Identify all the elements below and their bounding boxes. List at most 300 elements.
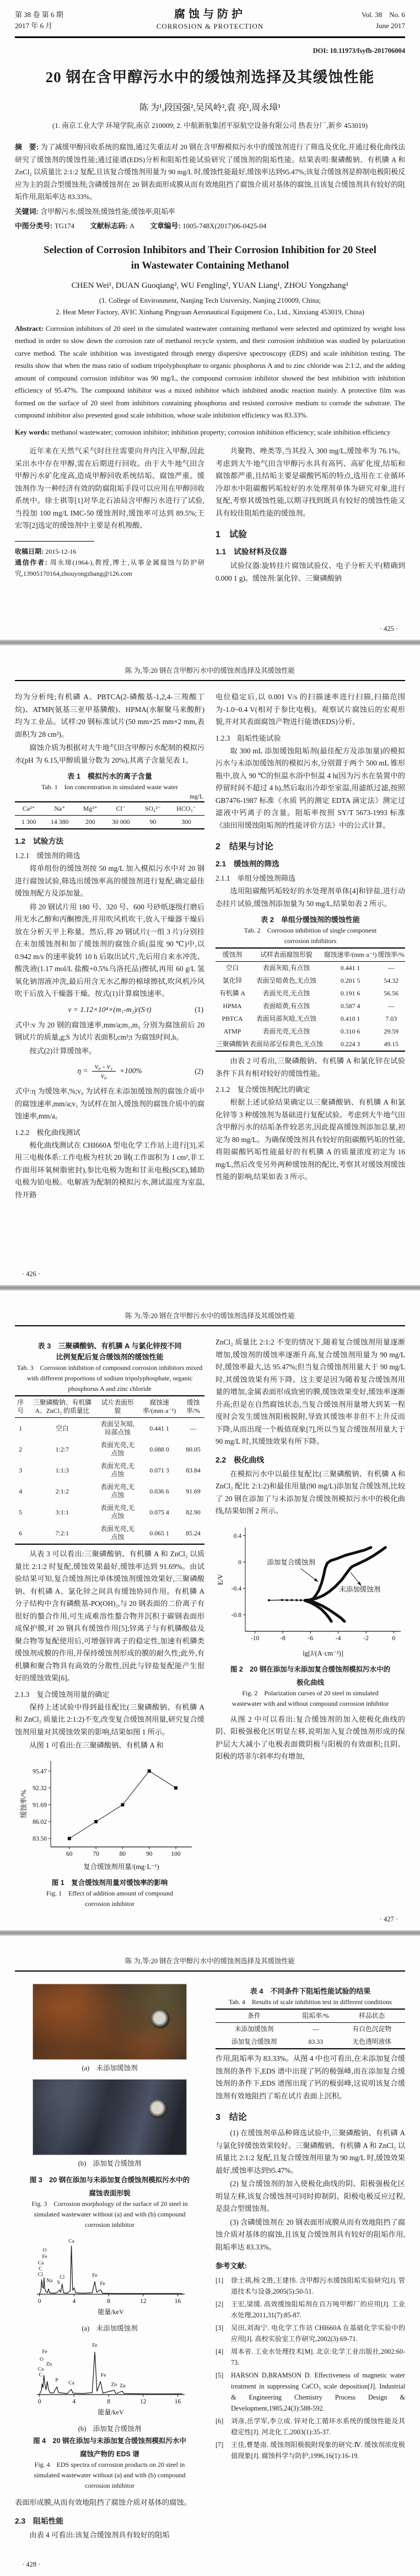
section-2-1-3-heading: 2.1.3 复合缓蚀剂用量的确定 xyxy=(15,1690,110,1699)
page-separator xyxy=(0,640,420,645)
paragraph: 将单组份的缓蚀剂按 50 mg/L 加入模拟污水中对 20 钢进行腐蚀试验,筛选出缓蚀率高的缓蚀剂进行复配,确定最佳缓蚀剂配方及添加量。 xyxy=(15,864,204,897)
svg-text:Fe: Fe xyxy=(92,2273,98,2279)
table-4-caption xyxy=(216,1986,405,2007)
table-cell: 56.56 xyxy=(384,989,399,997)
svg-text:Ca: Ca xyxy=(68,2380,74,2386)
specimen-hole xyxy=(149,2100,168,2118)
fig2-caption-en2: wastewater with and without compound corrosion inhibitor xyxy=(231,1699,389,1707)
table-2-caption-en2: corrosion inhibitors xyxy=(284,937,337,945)
table-cell: 三聚磷酸钠 xyxy=(216,1040,249,1048)
table-cell: 无色透明液体 xyxy=(352,2038,392,2045)
svg-text:P: P xyxy=(55,2377,58,2384)
svg-text:70: 70 xyxy=(93,1850,99,1857)
table-cell: 14 380 xyxy=(51,818,69,826)
keywords-en-label: Key words: xyxy=(15,428,52,436)
table-2-caption-en1: Tab. 2 Corrosion inhibition of single component xyxy=(244,926,377,934)
table-cell: 2:1:2 xyxy=(55,1487,69,1495)
svg-text:0: 0 xyxy=(37,2298,41,2305)
table-3-caption xyxy=(15,1341,204,1394)
table-cell: 49.15 xyxy=(384,1040,399,1048)
page4-right-column xyxy=(216,1981,405,2542)
paragraph: 由表 4 可看出:该复合缓蚀剂具有较好的阻垢 xyxy=(29,2530,170,2539)
table-cell: — xyxy=(387,964,395,972)
page-separator xyxy=(0,1930,420,1936)
table-cell: 85.24 xyxy=(186,1529,201,1537)
section-2-2-heading: 2.2 极化曲线 xyxy=(216,1455,265,1464)
page2-left-column xyxy=(15,691,204,1202)
table-cell: 0.441 1 xyxy=(149,1424,169,1432)
page-number-428: · 428 · xyxy=(22,2561,41,2568)
svg-text:Cl: Cl xyxy=(37,2272,43,2278)
conclusion-1: (1) 在缓蚀剂单品种筛选试验中,三聚磷酸钠、有机磷 A 与氯化锌缓蚀效果较好。三聚磷酸钠、有机膦 A 和 ZnCl₂ 以质量比 2:1:2 复配,且复合缓蚀剂用量为 90 mg/L 时,缓蚀效果最好,缓蚀率达到95.47%。 xyxy=(216,2129,405,2175)
eds-a-caption: (a) 未添加缓蚀剂 xyxy=(82,2325,138,2332)
table-row xyxy=(216,2023,405,2036)
journal-name-block xyxy=(109,9,311,32)
table-header-cell: 腐蚀速率/(mm·a⁻¹) xyxy=(137,1396,182,1418)
fig1-caption-cn: 图 1 复合缓蚀剂用量对缓蚀率的影响 xyxy=(51,1878,168,1887)
equation-2-fraction xyxy=(92,1062,116,1080)
section-2-1-1-heading: 2.1.1 单组分缓蚀剂筛选 xyxy=(216,874,296,882)
equation-2-number: (2) xyxy=(195,1067,203,1075)
equation-2-numerator: v₀ - v₁ xyxy=(92,1062,116,1072)
svg-text:86.02: 86.02 xyxy=(33,1818,47,1825)
reference-item: [6] 刘彦,岳学军,李立成. 锌对化工循环水系统的缓蚀性能及其稳定性[J]. 河北化工,2003(1):35-37. xyxy=(216,2417,405,2436)
svg-text:添加复合缓蚀剂: 添加复合缓蚀剂 xyxy=(267,1558,315,1566)
svg-text:-4: -4 xyxy=(335,1635,341,1642)
table-cell: 5 xyxy=(19,1508,23,1516)
table-header-cell: SO₄²⁻ xyxy=(138,802,168,816)
table-cell: 30 000 xyxy=(112,818,130,826)
table-cell: 54.32 xyxy=(384,977,399,984)
intro-paragraph-left: 近年来在天然气采气时往往需要向井内注入甲醇,因此采出水中存在甲醇,需在后期进行回收。由于大牛地气田含甲醇污水矿化度高,造成甲醇回收系统结垢、腐蚀严重。缓蚀剂作为一种经济有效的防腐阻垢手段可以应用在甲醇回收系统中。徐士祺等[1]对华北石油局含甲醇污水进行了试验,当投加 100 mg/L IMC-50 缓蚀剂时,缓蚀率可达到 89.5%;王宏等[2]选定的缓蚀剂中主要是有机羧酸、 xyxy=(15,447,204,529)
doc-code-value: A xyxy=(129,222,135,230)
svg-text:Zn: Zn xyxy=(46,2361,52,2368)
table-cell: 90 xyxy=(149,818,157,826)
table-header-cell: 试片表面形貌 xyxy=(98,1396,137,1418)
paper-title-cn: 20 钢在含甲醇污水中的缓蚀剂选择及其缓蚀性能 xyxy=(45,69,375,85)
table-cell: 0.310 6 xyxy=(340,1027,360,1035)
table-cell: 表面暗黄,有点蚀 xyxy=(262,1002,310,1010)
table-cell: 0.065 1 xyxy=(149,1529,169,1537)
table-row xyxy=(216,1013,405,1025)
doi: DOI: 10.11973/fsyfh-201706004 xyxy=(313,47,405,55)
svg-text:-0.4: -0.4 xyxy=(231,1585,241,1592)
svg-text:Zn: Zn xyxy=(120,2383,126,2389)
fig4-caption-cn2: 腐蚀产物的 EDS 谱 xyxy=(80,2450,139,2458)
page-2 xyxy=(0,645,420,1285)
table-cell: 82.90 xyxy=(186,1508,201,1516)
table-cell: 有机膦 A xyxy=(219,989,245,997)
svg-text:4: 4 xyxy=(72,2298,76,2305)
paragraph: ZnCl₂ 质量比 2:1:2 不变的情况下,随着复合缓蚀剂用量逐渐增加,缓蚀剂的缓蚀率逐渐升高,复合缓蚀剂用量为 90 mg/L 时,缓蚀率最大,达 95.47%;但当复合缓蚀剂用量大于 90 mg/L 时,其缓蚀效果有所下降。这主要是因为随着复合缓蚀剂用量的增加,金属表面形成致密的膜,缓蚀效果变好,缓蚀率逐渐升高;但是在自然腐蚀状态,当复合缓蚀剂用量增大到某一程度时会发生缓蚀剂阳极脱附,导致其缓蚀率非但不上升反而下降,从而出现一个极值现象[7],所以当复合缓蚀剂用量大于 90 mg/L 时,其缓蚀效果有所下降。 xyxy=(216,1338,405,1445)
table-1-caption-cn: 表 1 模拟污水的离子含量 xyxy=(67,772,152,780)
page-1 xyxy=(0,0,420,640)
paragraph: 保持上述试验中得到最佳配比(三聚磷酸钠、有机膦 A 和 ZnCl₂ 质量比 2:1:2)不变,改变复合缓蚀剂用量,研究复合缓蚀剂用量对其缓蚀效果的影响,结果如图 1 所示。 xyxy=(15,1702,204,1736)
corresponding-author-label: 通信作者: xyxy=(15,558,50,566)
table-cell: 0.075 4 xyxy=(149,1508,169,1516)
reference-item: [7] 王佳,曹楚南. 缓蚀剂阳极脱附现象的研究:Ⅳ. 缓蚀剂浓度极值现象[J]. 腐蚀科学与防护,1996,16(1):16-19. xyxy=(216,2441,405,2460)
affiliation-en-line2: 2. Heat Meter Factory, AVIC Xinhang Pingyuan Aeronautical Equipment Co., Ltd., Xinxiang 453019, China) xyxy=(56,308,364,316)
paragraph: 根据上述试验结果确定以三聚磷酸钠、有机膦 A 和氯化锌等 3 种缓蚀剂为基础进行复配试验。考虑到大牛地气田含甲醇污水的结垢条件较恶劣,因此提高缓蚀剂添加总量,初定为 80 mg/L。为确保缓蚀剂具有较好的阻碳酸钙垢的性能,将阻碳酸钙垢性能最好的有机膦 A 的质量浓度初定为 16 mg/L,然后改变另外两种缓蚀剂的配比,考察其对缓蚀剂缓蚀性能的影响,结果如表 3 所示。 xyxy=(216,1098,405,1181)
received-date-value: 2015-12-16 xyxy=(45,547,77,555)
table-header-cell: 三聚磷酸钠、有机膦 A、ZnCl₂ 的质量比 xyxy=(26,1396,98,1418)
table-header-cell: 阻垢率/% xyxy=(293,2009,339,2023)
table-4-caption-cn: 表 4 不同条件下阻垢性能试验的结果 xyxy=(250,1987,371,1995)
table-3 xyxy=(15,1395,204,1545)
clc-value: TG174 xyxy=(54,222,75,230)
table-header-cell: Ca²⁺ xyxy=(15,802,43,816)
table-header-cell: Cl⁻ xyxy=(104,802,138,816)
date-en: June 2017 xyxy=(375,22,405,30)
paragraph: 式中:η 为缓蚀率,%;v₀ 为试样在未添加缓蚀剂的腐蚀介质中的腐蚀速率,mm/a;v₁ 为试样在加入缓蚀剂的腐蚀介质中的腐蚀速率,mm/a。 xyxy=(15,1087,204,1120)
table-cell: — xyxy=(190,1424,197,1432)
svg-text:4: 4 xyxy=(72,2398,76,2405)
table-row xyxy=(216,1025,405,1038)
table-cell: 0.036 6 xyxy=(149,1487,169,1495)
page4-left-column xyxy=(15,1981,204,2542)
page1-left-column xyxy=(15,445,204,586)
page1-right-column xyxy=(216,445,405,586)
paragraph: 选用阻碳酸钙垢较好的水处理剂单体[4]和锌盐,进行动态挂片试验,缓蚀剂添加量为 50 mg/L,结果如表 2 所示。 xyxy=(216,887,405,908)
paragraph: 表面形成膜,从而有效地阻挡了腐蚀介质对基体的腐蚀。 xyxy=(15,2498,191,2507)
page-separator xyxy=(0,1285,420,1290)
table-cell: 0.587 4 xyxy=(340,1002,360,1010)
svg-text:O: O xyxy=(40,2357,44,2363)
svg-text:Fe: Fe xyxy=(100,2373,106,2379)
specimen-photo-without-inhibitor xyxy=(33,1984,187,2060)
conclusion-3: (3) 含磷缓蚀剂在 20 钢表面形成膜从而有效地阻挡了腐蚀介质对基体的腐蚀,且该复合缓蚀剂具有较好的阻垢作用,阻垢率达 83.33%。 xyxy=(216,2218,405,2251)
photo-a-caption: (a) 未添加缓蚀剂 xyxy=(82,2064,138,2072)
paragraph: 按式(2)计算缓蚀率。 xyxy=(29,1046,96,1055)
table-cell: 表面灰暗,有点蚀 xyxy=(262,964,310,972)
affiliation-cn: (1. 南京工业大学 环境学院,南京 210009; 2. 中航新航集团平原航空设备有限公司 热表分厂,新乡 453019) xyxy=(52,122,368,130)
table-row xyxy=(216,962,405,975)
svg-text:Fe: Fe xyxy=(42,2349,47,2355)
page-3 xyxy=(0,1290,420,1930)
specimen-photo-with-inhibitor xyxy=(33,2079,187,2155)
fig2-caption-cn2: 极化曲线 xyxy=(296,1678,324,1686)
table-header-cell: 缓蚀剂 xyxy=(216,948,249,962)
received-date xyxy=(15,546,204,557)
svg-text:能量/keV: 能量/keV xyxy=(98,2408,124,2416)
keywords-label: 关键词: xyxy=(15,207,41,216)
equation-2-denominator: v₀ xyxy=(100,1072,107,1080)
photo-b-caption: (b) 添加复合缓蚀剂 xyxy=(78,2160,142,2167)
table-cell: 未添加缓蚀剂 xyxy=(234,2025,274,2033)
fig1-caption-en2: corrosion inhibitor xyxy=(85,1899,134,1908)
svg-text:C: C xyxy=(39,2266,42,2272)
reference-item: [1] 徐士祺,杨文胜,王建伟. 含甲醇污水缓蚀阻垢实验研究[J]. 管道技术与设备,2005(5):50-51. xyxy=(216,2277,405,2295)
fig4b-eds-spectrum xyxy=(15,2336,204,2420)
keywords-text: 含甲醇污水;缓蚀剂;缓蚀性能;缓蚀率;阻垢率 xyxy=(40,207,175,216)
abstract-cn xyxy=(15,141,405,203)
journal-name-cn: 腐蚀与防护 xyxy=(174,8,246,20)
svg-text:-2: -2 xyxy=(363,1635,369,1642)
page-number-426: · 426 · xyxy=(22,1270,41,1278)
issue-cn: 第 38 卷 第 6 期 xyxy=(15,10,63,19)
table-cell: 29.59 xyxy=(384,1027,399,1035)
svg-text:S: S xyxy=(57,2280,60,2286)
equation-1 xyxy=(15,1005,204,1014)
paragraph: 在模拟污水中以最佳复配比(三聚磷酸钠、有机膦 A 和 ZnCl₂ 配比 2:1:2)和最佳用量(90 mg/L)添加复合缓蚀剂,比较了 20 钢在添加了与未添加复合缓蚀剂模拟污水中的极化曲线,结果如图 2 所示。 xyxy=(216,1469,405,1515)
abstract-label: 摘 要: xyxy=(15,143,41,151)
svg-text:80: 80 xyxy=(119,1850,126,1857)
svg-text:Na: Na xyxy=(46,2278,53,2284)
svg-text:Fe: Fe xyxy=(100,2281,105,2287)
running-head-text: 陈 为,等:20 钢在含甲醇污水中的缓蚀剂选择及其缓蚀性能 xyxy=(125,1957,295,1965)
reference-item: [5] HARSON D,BRAMSON D. Effectiveness of magnetic water treatment in suppressing CaCO₃ scale deposition[J]. Industrial & Engineering Chemistry Process Design & Development,1985,24(3):588-592. xyxy=(216,2371,405,2412)
svg-text:Ca: Ca xyxy=(37,2260,44,2266)
table-cell: 空白 xyxy=(56,1424,69,1432)
section-1-1-paragraph: 试验仪器:旋转挂片腐蚀试验仪、电子分析天平(精确到 0.000 1 g)。缓蚀剂:氯化锌、三聚磷酸钠 xyxy=(216,561,405,582)
table-1-caption-en: Tab. 1 Ion concentration in simulated waste water xyxy=(41,783,179,791)
table-row xyxy=(216,1000,405,1013)
table-cell: — xyxy=(312,2025,319,2033)
svg-text:-10: -10 xyxy=(250,1635,260,1642)
equation-2-lhs: η = xyxy=(77,1066,90,1075)
table-cell: 300 xyxy=(181,818,191,826)
paragraph: 作用,阻垢率为 83.33%。从图 4 中也可看出,在未添加复合缓蚀剂的条件下,EDS 谱中出现了钙的极强峰,而在添加复合缓蚀剂的条件下,EDS 谱图出现了钙的极弱峰,这说明该复合缓蚀剂有效地阻挡了垢在试片表面上沉积。 xyxy=(216,2054,405,2100)
abstract-en xyxy=(15,323,405,422)
table-cell: 空白 xyxy=(225,964,239,972)
svg-text:95.47: 95.47 xyxy=(33,1768,47,1775)
authors-en: CHEN Wei¹, DUAN Guoqiang², WU Fengling², YUAN Liang¹, ZHOU Yongzhang¹ xyxy=(71,281,349,290)
authors-cn: 陈 为¹,段国强²,吴风岭²,袁 亮¹,周永璋¹ xyxy=(139,103,281,113)
table-1 xyxy=(15,801,204,829)
reference-item: [4] 周本省. 工业水处理技术[M]. 北京:化学工业出版社,2002:60-73. xyxy=(216,2348,405,2366)
table-header-cell: Na⁺ xyxy=(43,802,77,816)
table-2-caption xyxy=(216,914,405,946)
table-cell: 1 xyxy=(19,1424,23,1432)
svg-text:12: 12 xyxy=(140,2398,147,2405)
footnote xyxy=(15,541,204,579)
table-cell: 表面光亮,无点蚀 xyxy=(100,1462,135,1478)
running-head xyxy=(15,1290,405,1326)
table-1-unit: mg/L xyxy=(190,794,203,800)
section-1-2-3-heading: 1.2.3 阻垢性能试验 xyxy=(216,733,281,742)
table-row xyxy=(216,1038,405,1051)
paragraph: 从表 3 可以看出:三聚磷酸钠、有机膦 A 和 ZnCl₂ 以质量比 2:1:2 时复配,缓蚀效果最好,缓蚀率达到 91.69%。由试验结果可知,复合缓蚀剂比单体缓蚀剂缓蚀效果好,三聚磷酸钠、有机磷 A、氯化锌之间具有缓蚀协同作用。有机膦 A 分子结构中含有磷酰基-PO(OH)₂,与 20 钢表面的二价离子有很好的螯合作用,可生成难溶性螯合物并沉积于碳钢表面形成保护膜,对 20 钢具有缓蚀作用[5];锌离子与有机膦酸盐及聚合物等复配使用后,可增强锌离子的稳定性,加速有机膦类缓蚀剂成膜的作用,并保持缓蚀剂形成的膜的耐久性;此外,有机膦和聚合物具有高效的分散性,因此与锌盐复配能产生很好的缓蚀效果[6]。 xyxy=(15,1550,204,1682)
article-id-value: 1005-748X(2017)06-0425-04 xyxy=(182,222,267,230)
fig2-caption-cn1: 图 2 20 钢在添加与未添加复合缓蚀剂模拟污水中的 xyxy=(230,1665,391,1673)
paper-title-en-line1: Selection of Corrosion Inhibitors and Their Corrosion Inhibition for 20 Steel xyxy=(44,244,376,256)
corresponding-author-value: 周永璋(1964-),教授,博士,从事金属腐蚀与防护研究,13905170164,zhouyongzhang@126.com xyxy=(15,558,204,577)
table-cell: 2 xyxy=(19,1445,23,1453)
fig2-caption-en1: Fig. 2 Polarization curves of 20 steel in simulated xyxy=(242,1689,379,1697)
table-cell: 6 xyxy=(19,1529,23,1537)
paragraph: 式中:v 为 20 钢的腐蚀速率,mm/a;m₁,m₂ 分别为腐蚀前后 20 钢试片的质量,g;S 为试片表面积,cm²;t 为腐蚀时间,h。 xyxy=(15,1020,204,1041)
svg-text:Zn: Zn xyxy=(111,2382,117,2388)
page3-left-column xyxy=(15,1336,204,1909)
running-head-text: 陈 为,等:20 钢在含甲醇污水中的缓蚀剂选择及其缓蚀性能 xyxy=(125,1312,295,1320)
svg-text:缓蚀率/%: 缓蚀率/% xyxy=(20,1789,28,1818)
svg-text:92.32: 92.32 xyxy=(33,1785,47,1792)
table-row xyxy=(15,816,204,829)
table-cell: 0.410 1 xyxy=(340,1015,360,1022)
reference-item: [3] 吴田,刘海宁. 电化学工作站 CHI660A 在基础化学实验中的应用[J]. 高校实验室工作研究,2002(3):69-71. xyxy=(216,2324,405,2343)
table-cell: 83.33 xyxy=(308,2038,324,2045)
paragraph: 从图 1 可看出:在三聚磷酸钠、有机膦 A 和 xyxy=(29,1741,164,1749)
svg-text:0: 0 xyxy=(238,1559,241,1566)
running-head xyxy=(15,645,405,681)
paragraph: 电位稳定后,以 0.001 V/s 的扫描速率进行扫描,扫描范围为-1.0~0.4 V(相对于参比电极)。观察试片腐蚀后的宏观形貌,并对其表面腐蚀产物进行能谱(EDS)分析。 xyxy=(216,693,405,726)
table-cell: 0.441 1 xyxy=(340,964,360,972)
table-2-caption-cn: 表 2 单组分缓蚀剂的缓蚀性能 xyxy=(261,915,360,924)
table-cell: 表面呈暗黄色,无点蚀 xyxy=(256,977,316,984)
svg-text:0.4: 0.4 xyxy=(233,1532,241,1539)
doc-code-label: 文献标志码: xyxy=(90,222,130,230)
keywords-cn xyxy=(15,206,405,218)
equation-1-body: v = 1.12×10⁴×(m₁-m₂)/(S·t) xyxy=(68,1005,152,1014)
affiliation-en xyxy=(15,295,405,318)
svg-text:Ca: Ca xyxy=(68,2238,74,2245)
table-cell: — xyxy=(387,1002,395,1010)
table-row xyxy=(216,974,405,987)
table-4 xyxy=(216,2009,405,2049)
conclusion-2: (2) 复合缓蚀剂的加入使极化曲线的阴、阳极强极化区明显左移,该复合缓蚀剂可同时抑制阴、阳极电极反应过程,是混合型缓蚀剂。 xyxy=(216,2179,405,2213)
table-cell: 表面光亮,无点蚀 xyxy=(100,1504,135,1520)
references-heading: 参考文献: xyxy=(216,2262,247,2270)
svg-text:-6: -6 xyxy=(308,1635,314,1642)
svg-text:Fe: Fe xyxy=(42,2254,47,2260)
journal-issue-block xyxy=(15,9,109,31)
page3-right-column xyxy=(216,1336,405,1909)
table-cell: 有白色沉淀物 xyxy=(352,2025,392,2033)
table-header-cell: 序号 xyxy=(15,1396,26,1418)
table-row xyxy=(15,1502,204,1523)
table-cell: 1:2:7 xyxy=(55,1445,69,1453)
svg-text:0: 0 xyxy=(37,2398,41,2405)
table-cell: 80.05 xyxy=(186,1445,201,1453)
section-1-2-2-heading: 1.2.2 极化曲线测试 xyxy=(15,1128,80,1137)
table-cell: 表面局部呈棕黄色,无点蚀 xyxy=(250,1040,323,1048)
table-header-cell: 样品状态 xyxy=(339,2009,405,2023)
equation-2-body xyxy=(77,1062,142,1080)
fig3-caption-en: Fig. 3 Corrosion morphology of the surface of 20 steel in simulated wastewater without (a) and with (b) compound corrosion inhibitor xyxy=(31,2200,188,2229)
svg-text:8: 8 xyxy=(107,2298,110,2305)
section-2-1-heading: 2.1 缓蚀剂的筛选 xyxy=(216,860,279,868)
table-cell: 0.201 5 xyxy=(340,977,360,984)
svg-text:Fe: Fe xyxy=(92,2343,98,2349)
section-3-heading: 3 结论 xyxy=(216,2113,247,2122)
fig3-caption-cn1: 图 3 20 钢在添加与未添加复合缓蚀剂模拟污水中的 xyxy=(29,2176,190,2184)
abstract-text: 为了减缓甲醇回收系统的腐蚀,通过失重法对 20 钢在含甲醇模拟污水中的缓蚀剂进行了筛选及优化,并通过极化曲线法研究了缓蚀剂的缓蚀性能;通过能谱(EDS)分析和阻垢性能试验研究了缓蚀剂的阻垢性能。结果表明:聚磷酸钠、有机膦 A 和 ZnCl₂ 以质量比 2:1:2 复配,且该复合缓蚀剂用量为 90 mg/L 时,缓蚀性能最好,缓蚀率达到95.47%;该复合缓蚀剂是抑制电极阳极反应为主的混合型缓蚀剂;含磷缓蚀剂在 20 钢表面形成膜从而有效地阻挡了腐蚀介质对基体的腐蚀,且该复合缓蚀剂具有较好的阻垢作用,阻垢率达 83.33%。 xyxy=(15,143,406,201)
abstract-en-text: Corrosion inhibitors of 20 steel in the simulated wastewater containing methanol were selected and optimized by weight loss method in order to slow down the corrosion rate of methanol recycle system, and their corrosion inhibition was studied by polarization curve method. The scale inhibition was investigated through energy dispersive spectroscopy (EDS) and scale inhibition testing. The results show that when the mass ratio of sodium tripolyphosphate to organic phosphorus A and to zinc chloride was 2:1:2, and the adding amount of compound corrosion inhibitor was 90 mg/L, the compound corrosion inhibitor showed the best inhibition with inhibition efficiency of 95.47%. The compound inhibitor was a mixed inhibitor which inhibited anodic reaction mainly. A protective film was formed on the surface of 20 steel from inhibitors containing phosphorus and resisted corrosive medium to corrode the substrate. The compound inhibitor also presented good scale inhibition, whose scale inhibition efficiency was 83.33%. xyxy=(15,324,405,419)
table-row xyxy=(15,1481,204,1502)
svg-text:60: 60 xyxy=(66,1850,73,1857)
svg-text:C: C xyxy=(39,2372,42,2378)
page2-right-column xyxy=(216,691,405,1202)
article-id-label: 文章编号: xyxy=(150,222,183,230)
table-row xyxy=(216,987,405,1000)
table-cell: 0.224 3 xyxy=(340,1040,360,1048)
table-cell: HPMA xyxy=(223,1002,242,1010)
section-1-2-1-heading: 1.2.1 缓蚀剂的筛选 xyxy=(15,851,80,860)
svg-text:复合缓蚀剂用量/(mg·L⁻¹): 复合缓蚀剂用量/(mg·L⁻¹) xyxy=(83,1862,159,1871)
table-cell: 添加复合缓蚀剂 xyxy=(231,2038,277,2045)
intro-paragraph-right: 共聚物、唑类等,当其投入 300 mg/L,缓蚀率为 76.1%。考虑到大牛地气田含甲醇污水具有高钙、高矿化度,结垢和腐蚀都严重,且结垢主要是碳酸钙垢的特点,选用在工业循环冷却水中阻碳酸钙垢较好的水处理剂单体为研究对象,进行复配,考察其缓蚀性能,以期寻找到既具有较好的缓蚀性能又具有较佳阻垢性能的缓蚀剂。 xyxy=(216,447,405,517)
table-cell: 表面呈灰暗,局部点蚀 xyxy=(100,1420,135,1436)
classification-line xyxy=(15,220,405,233)
journal-name-en: CORROSION & PROTECTION xyxy=(156,22,264,30)
paper-title-en-line2: in Wastewater Containing Methanol xyxy=(131,260,289,271)
fig3-caption-cn2: 腐蚀表面形貌 xyxy=(89,2189,131,2197)
table-cell: 表面光亮,无点蚀 xyxy=(100,1441,135,1457)
affiliation-en-line1: (1. College of Environment, Nanjing Tech University, Nanjing 210009, China; xyxy=(99,296,321,304)
svg-text:90: 90 xyxy=(146,1850,153,1857)
received-date-label: 收稿日期: xyxy=(15,547,46,555)
table-header-cell: 缓蚀率/% xyxy=(182,1396,204,1418)
table-cell: 200 xyxy=(85,818,95,826)
table-cell: 表面光亮,无点蚀 xyxy=(100,1483,135,1499)
section-2-1-2-heading: 2.1.2 复合缓蚀剂配比的确定 xyxy=(216,1085,310,1094)
paragraph: 由表 2 可看出,三聚磷酸钠、有机膦 A 和氯化锌在试验条件下具有相对较好的缓蚀性能。 xyxy=(216,1057,405,1078)
footnote-rule xyxy=(15,541,94,542)
table-cell: 表面光亮,无点蚀 xyxy=(262,1027,310,1035)
clc-label: 中图分类号: xyxy=(15,222,55,230)
svg-text:91.69: 91.69 xyxy=(33,1802,47,1809)
table-cell: ATMP xyxy=(223,1027,241,1035)
equation-1-number: (1) xyxy=(195,1005,203,1014)
paper-title-en xyxy=(15,243,405,274)
table-header-cell: HCO₃⁻ xyxy=(168,802,204,816)
svg-text:100: 100 xyxy=(171,1850,181,1857)
section-2-3-heading: 2.3 阻垢性能 xyxy=(15,2516,64,2525)
table-cell: 83.84 xyxy=(186,1466,201,1474)
svg-text:O: O xyxy=(42,2248,47,2253)
paragraph: 极化曲线测试在 CHI660A 型电化学工作站上进行[3],采用三电极体系:工作电极为柱状 20 钢(工作面积为 1 cm²,非工作面用环氧树脂密封),参比电极为饱和甘汞电极(SCE),辅助电极为铂电极。电解液为配制的模拟污水,测试温度为室温,待开路 xyxy=(15,1140,204,1199)
vol-en: Vol. 38 No. 6 xyxy=(361,10,405,19)
running-head-text: 陈 为,等:20 钢在含甲醇污水中的缓蚀剂选择及其缓蚀性能 xyxy=(125,667,295,674)
keywords-en-text: methanol wastewater; corrosion inhibitor; inhibition property; corrosion inhibition efficiency; scale inhibition efficiency xyxy=(51,428,391,436)
table-header-cell: 试样表面腐蚀形貌 xyxy=(249,948,324,962)
table-cell: 表面局部灰暗,无点蚀 xyxy=(256,1015,316,1022)
svg-text:16: 16 xyxy=(174,2298,181,2305)
svg-text:0: 0 xyxy=(392,1635,396,1642)
table-3-caption-cn2: 比例复配后复合缓蚀剂的缓蚀性能 xyxy=(56,1353,164,1361)
section-1-2-heading: 1.2 试验方法 xyxy=(15,837,64,845)
table-cell: 0.071 3 xyxy=(149,1466,169,1474)
table-cell: 1:1:3 xyxy=(55,1466,69,1474)
svg-text:12: 12 xyxy=(140,2298,147,2305)
table-row xyxy=(15,1460,204,1481)
section-1-1-heading: 1.1 试验材料及仪器 xyxy=(216,548,287,556)
fig4-caption-cn1: 图 4 20 钢在添加与未添加复合缓蚀剂模拟污水中 xyxy=(33,2437,186,2445)
table-cell: 氯化锌 xyxy=(222,977,243,984)
table-cell: 4 xyxy=(19,1487,23,1495)
table-row xyxy=(15,1439,204,1460)
page-number-425: · 425 · xyxy=(379,625,398,633)
fig4-caption-en: Fig. 4 EDS spectra of corrosion products on 20 steel in simulated wastewater without (a) and with (b) compound corrosion inhibitor xyxy=(34,2461,186,2489)
table-cell: 3:1:1 xyxy=(55,1508,69,1516)
specimen-hole xyxy=(151,2010,170,2028)
svg-text:Cl: Cl xyxy=(60,2275,65,2280)
page-4 xyxy=(0,1936,420,2575)
table-2 xyxy=(216,947,405,1052)
svg-text:16: 16 xyxy=(174,2398,181,2405)
table-cell: 0.191 6 xyxy=(340,989,360,997)
svg-text:E/V: E/V xyxy=(217,1573,224,1585)
table-row xyxy=(216,2036,405,2049)
table-3-caption-en: Tab. 3 Corrosion inhibition of compound corrosion inhibitors mixed with different proportions of sodium tripolyphosphate, organic phosphorus A and zinc chloride xyxy=(17,1364,203,1393)
page-number-427: · 427 · xyxy=(379,1915,398,1923)
table-cell: 3 xyxy=(19,1466,23,1474)
table-cell: PBTCA xyxy=(222,1015,243,1022)
header-rule xyxy=(15,36,405,38)
table-cell: 7.03 xyxy=(385,1015,397,1022)
table-1-caption xyxy=(15,771,204,792)
svg-text:-8: -8 xyxy=(280,1635,286,1642)
